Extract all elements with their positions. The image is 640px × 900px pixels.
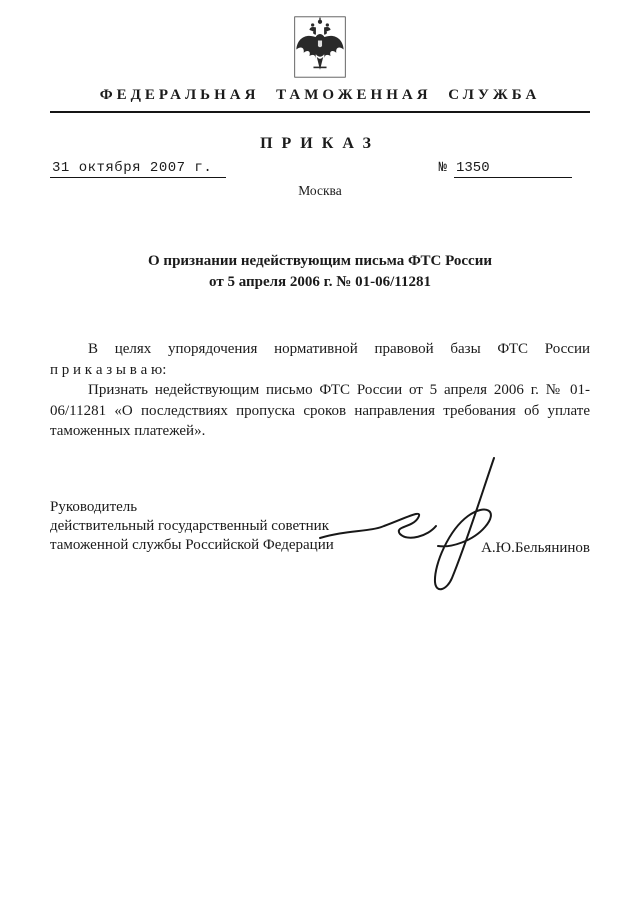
header-divider	[50, 111, 590, 113]
agency-name: ФЕДЕРАЛЬНАЯ ТАМОЖЕННАЯ СЛУЖБА	[99, 87, 541, 103]
russian-coat-of-arms-icon	[293, 16, 347, 78]
order-date: 31 октября 2007 г.	[50, 160, 226, 178]
signer-position-line1: Руководитель	[50, 498, 138, 515]
signer-name: А.Ю.Бельянинов	[481, 539, 590, 556]
signer-position-line3: таможенной службы Российской Федерации	[50, 536, 334, 553]
body-paragraph-1-line-2: п р и к а з ы в а ю:	[50, 361, 167, 378]
body-paragraph-1-line-1: В целях упорядочения нормативной правовой базы ФТС России	[88, 341, 590, 357]
order-title	[50, 251, 590, 293]
body-paragraph-2: Признать недействующим письмо ФТС России от 5 апреля 2006 г. № 01-06/11281 «О последствиях пропуска сроков направления требования об уплате таможенных платежей».	[50, 382, 590, 439]
letterhead-emblem	[50, 0, 590, 78]
doc-type-heading: ПРИКАЗ	[260, 135, 380, 152]
city-label: Москва	[298, 183, 342, 198]
order-meta-row	[50, 160, 590, 178]
order-number-label: №	[438, 160, 447, 176]
order-number	[439, 160, 572, 178]
signer-position-line2: действительный государственный советник	[50, 517, 330, 534]
order-title-line2: от 5 апреля 2006 г. № 01-06/11281	[209, 274, 431, 290]
signature-block	[50, 498, 590, 658]
order-number-value: 1350	[454, 160, 572, 178]
order-body	[50, 339, 590, 442]
order-title-line1: О признании недействующим письма ФТС России	[148, 253, 492, 269]
